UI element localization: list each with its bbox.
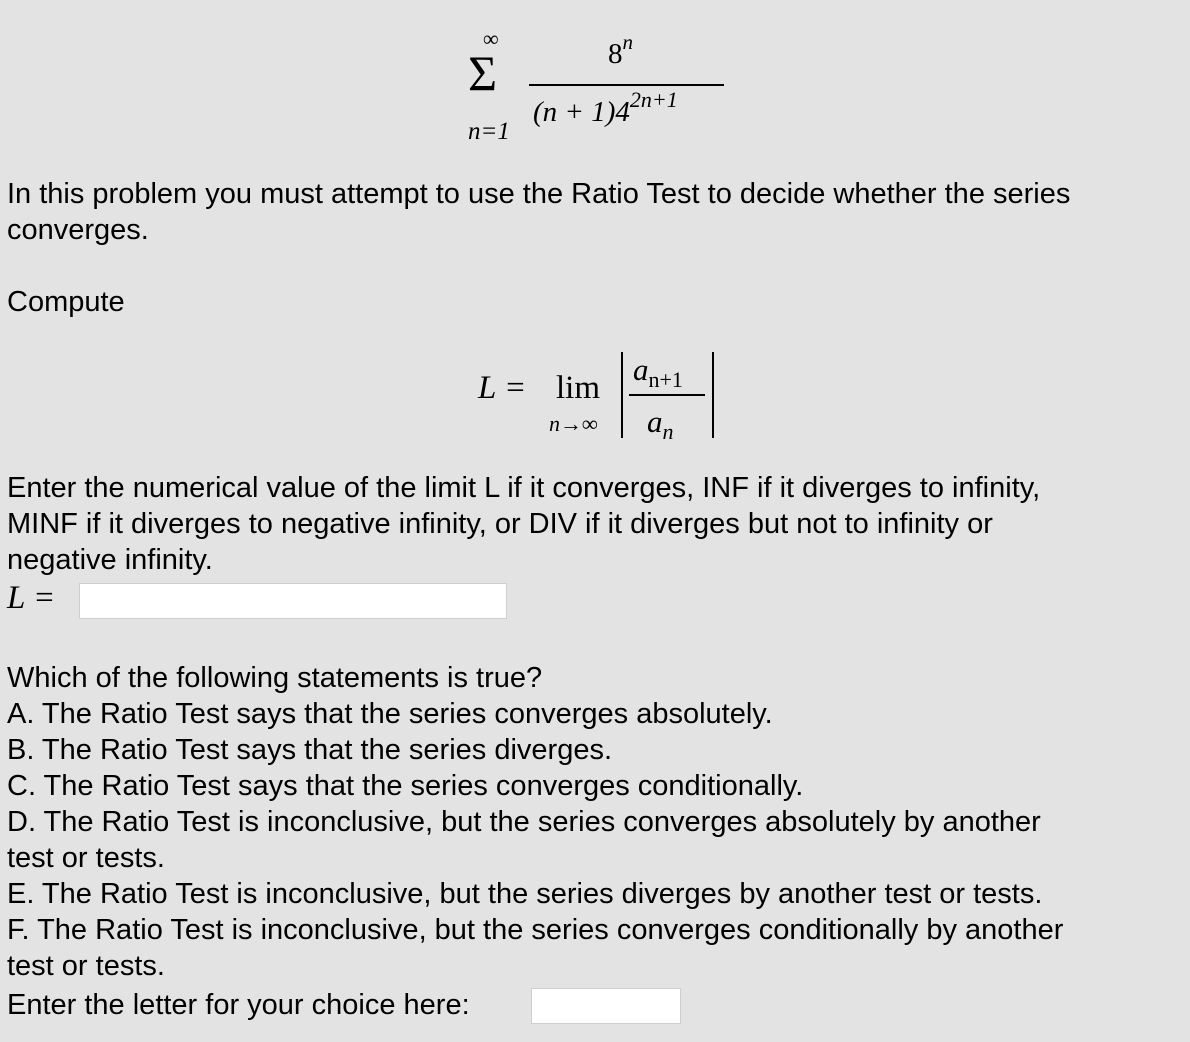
- numerator-base: 8: [608, 38, 623, 70]
- option-d-continued: test or tests.: [7, 842, 165, 874]
- numerator-exponent: n: [622, 30, 633, 54]
- option-f-continued: test or tests.: [7, 950, 165, 982]
- denominator-main: (n + 1)4: [533, 96, 630, 128]
- abs-bar-left: [621, 352, 623, 438]
- fraction-bar: [529, 84, 724, 86]
- sum-upper-limit: ∞: [483, 26, 499, 51]
- lim-operator: lim: [556, 370, 601, 406]
- sum-lower-limit: n=1: [468, 118, 510, 145]
- sigma-symbol: Σ: [468, 45, 498, 101]
- limit-numerator-base: a: [633, 352, 649, 387]
- intro-line-1: In this problem you must attempt to use the Ratio Test to decide whether the series: [7, 178, 1071, 210]
- abs-bar-right: [712, 352, 714, 438]
- limit-denominator-subscript: n: [662, 419, 674, 445]
- limit-denominator: [647, 404, 674, 445]
- limit-fraction-bar: [629, 394, 705, 396]
- option-e: E. The Ratio Test is inconclusive, but the series diverges by another test or tests.: [7, 878, 1043, 910]
- instruction-line-1: Enter the numerical value of the limit L if it converges, INF if it diverges to infinity,: [7, 472, 1041, 504]
- option-a: A. The Ratio Test says that the series converges absolutely.: [7, 698, 773, 730]
- option-b: B. The Ratio Test says that the series diverges.: [7, 734, 613, 766]
- compute-label: Compute: [7, 286, 125, 318]
- instruction-line-2: MINF if it diverges to negative infinity, or DIV if it diverges but not to infinity or: [7, 508, 993, 540]
- answer-l-input[interactable]: [79, 583, 507, 619]
- instruction-line-3: negative infinity.: [7, 544, 213, 576]
- option-c: C. The Ratio Test says that the series converges conditionally.: [7, 770, 804, 802]
- question-prompt: Which of the following statements is true?: [7, 662, 543, 694]
- limit-numerator: [633, 352, 683, 393]
- limit-denominator-base: a: [647, 404, 663, 439]
- limit-lhs: L =: [478, 370, 527, 406]
- fraction-numerator: [608, 30, 633, 71]
- choice-input[interactable]: [531, 988, 681, 1024]
- lim-subscript: n→∞: [549, 411, 598, 436]
- answer-l-label: L =: [7, 580, 56, 616]
- option-f: F. The Ratio Test is inconclusive, but the series converges conditionally by another: [7, 914, 1064, 946]
- intro-line-2: converges.: [7, 214, 149, 246]
- option-d: D. The Ratio Test is inconclusive, but the series converges absolutely by another: [7, 806, 1041, 838]
- denominator-exponent: 2n+1: [629, 87, 678, 112]
- choice-label: Enter the letter for your choice here:: [7, 989, 470, 1021]
- fraction-denominator: [533, 87, 678, 129]
- limit-numerator-subscript: n+1: [648, 367, 683, 393]
